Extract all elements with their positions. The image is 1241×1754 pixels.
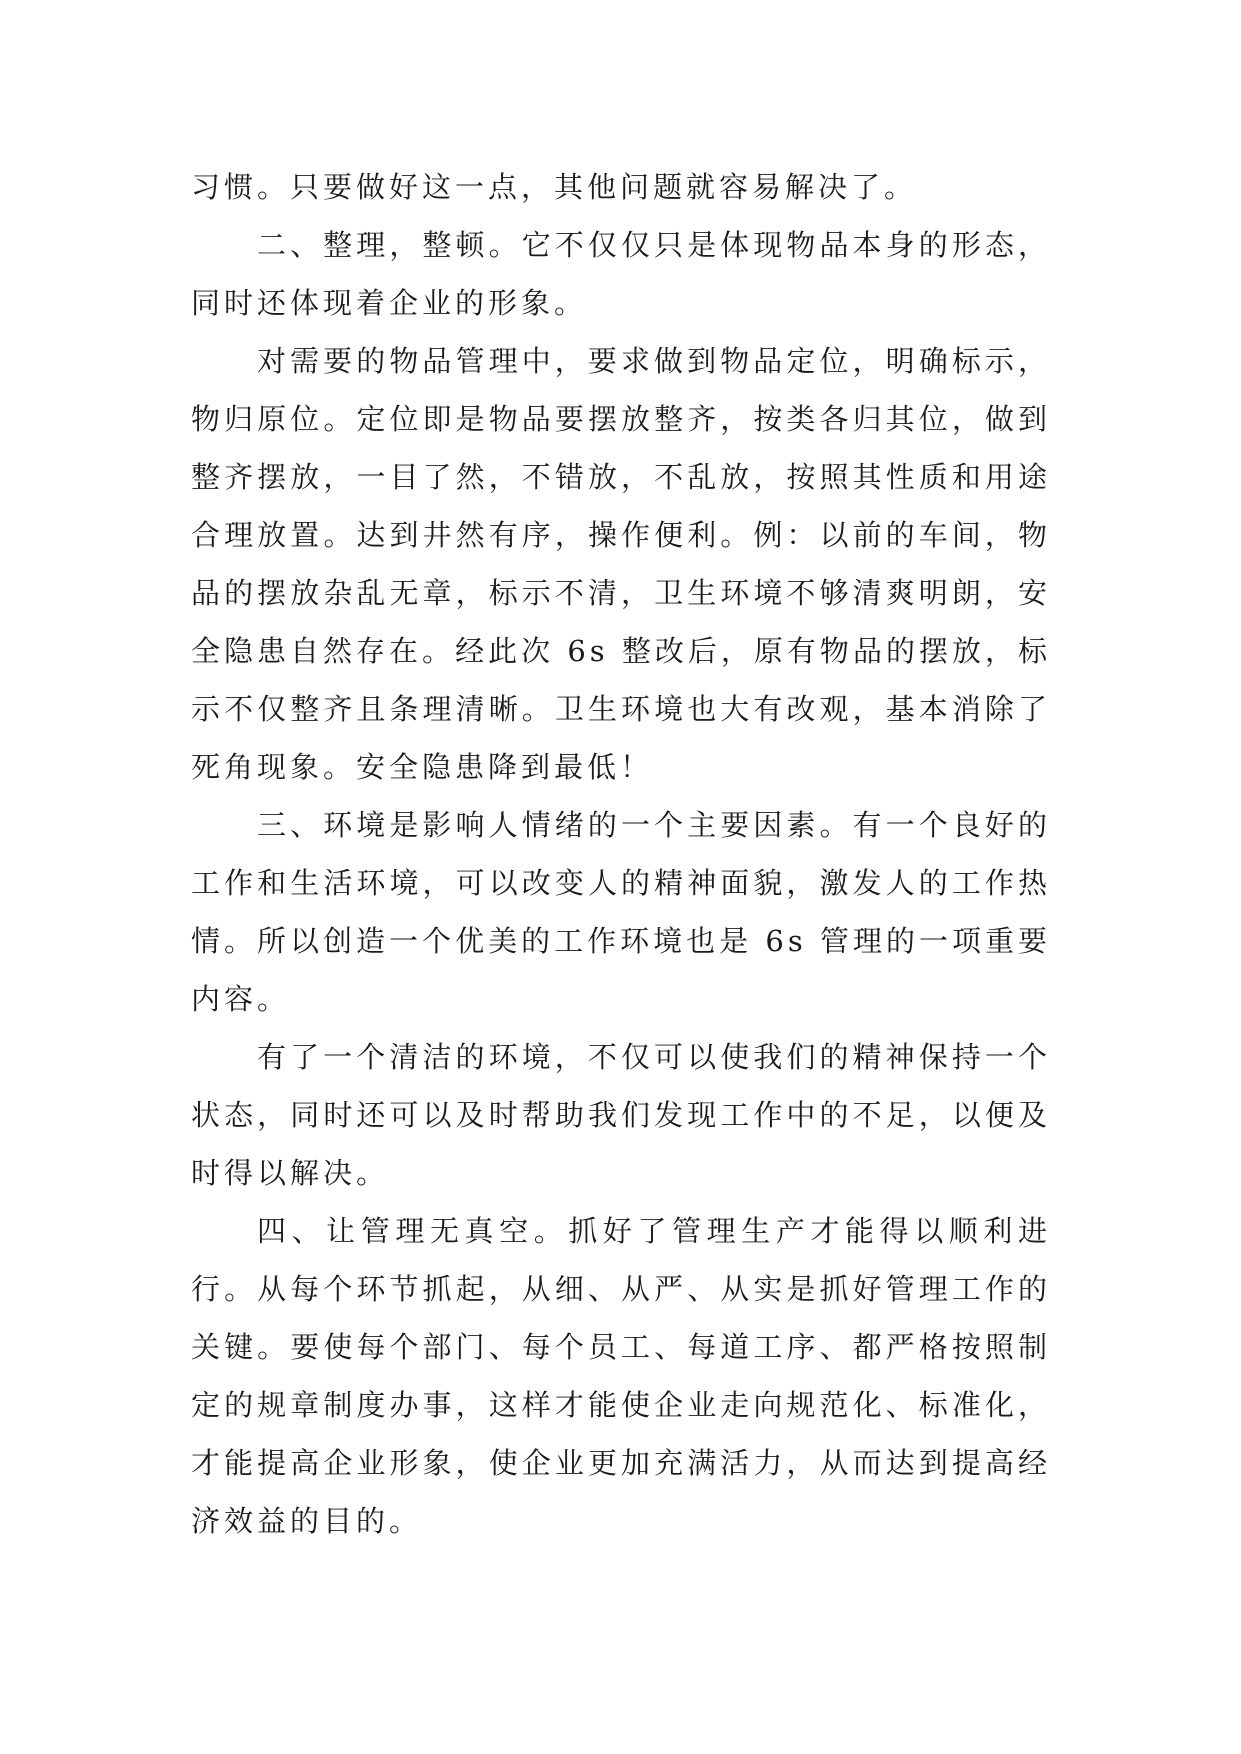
paragraph-section-four: 四、让管理无真空。抓好了管理生产才能得以顺利进行。从每个环节抓起，从细、从严、从实是抓好管理工作的关键。要使每个部门、每个员工、每道工序、都严格按照制定的规章制度办事，这样才能使企业走向规范化、标准化，才能提高企业形象，使企业更加充满活力，从而达到提高经济效益的目的。: [191, 1214, 1051, 1538]
paragraph-section-three: 三、环境是影响人情绪的一个主要因素。有一个良好的工作和生活环境，可以改变人的精神面貌，激发人的工作热情。所以创造一个优美的工作环境也是 6s 管理的一项重要内容。: [191, 808, 1051, 1016]
paragraph-item-management: 对需要的物品管理中，要求做到物品定位，明确标示，物归原位。定位即是物品要摆放整齐，按类各归其位，做到整齐摆放，一目了然，不错放，不乱放，按照其性质和用途合理放置。达到井然有序，操作便利。例：以前的车间，物品的摆放杂乱无章，标示不清，卫生环境不够清爽明朗，安全隐患自然存在。经此次 6s 整改后，原有物品的摆放，标示不仅整齐且条理清晰。卫生环境也大有改观，基本消除了死角现象。安全隐患降到最低！: [191, 344, 1051, 784]
document-body: [191, 158, 1051, 1550]
paragraph-section-two: 二、整理，整顿。它不仅仅只是体现物品本身的形态，同时还体现着企业的形象。: [191, 228, 1051, 320]
paragraph-continuation: 习惯。只要做好这一点，其他问题就容易解决了。: [191, 170, 918, 204]
paragraph-clean-environment: 有了一个清洁的环境，不仅可以使我们的精神保持一个状态，同时还可以及时帮助我们发现工作中的不足，以便及时得以解决。: [191, 1040, 1051, 1190]
